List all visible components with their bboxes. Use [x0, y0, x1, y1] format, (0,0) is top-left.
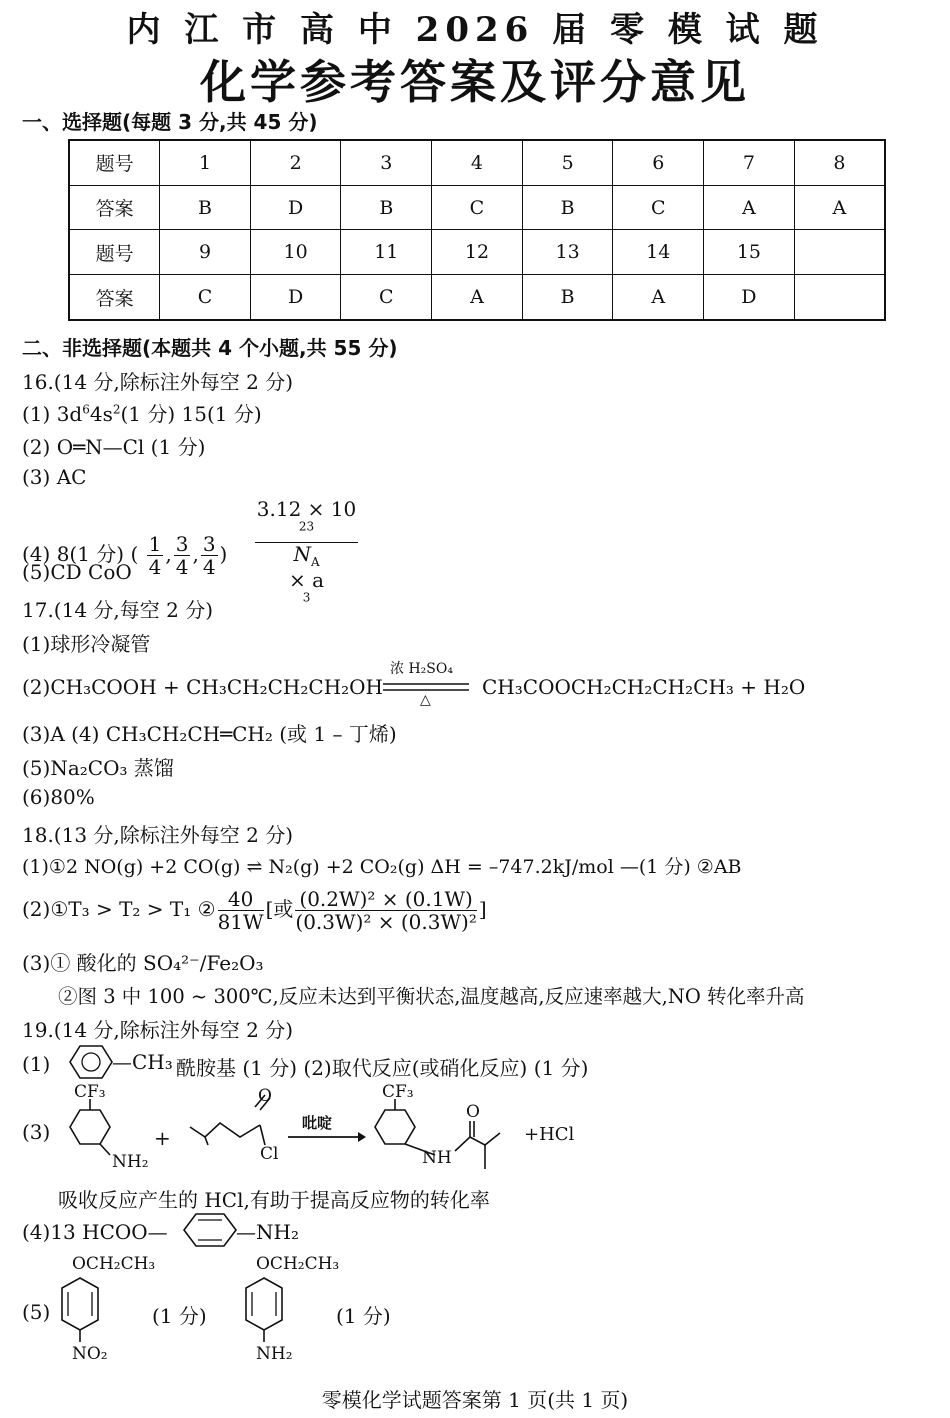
- numerator: (0.2W)² × (0.1W): [295, 888, 476, 911]
- table-cell: 8: [794, 140, 885, 185]
- q17-part2-left: (2)CH₃COOH + CH₃CH₂CH₂CH₂OH: [22, 675, 383, 699]
- ethoxy-label: OCH₂CH₃: [256, 1254, 340, 1274]
- table-cell: 6: [613, 140, 704, 185]
- denominator: (0.3W)² × (0.3W)²: [295, 910, 477, 934]
- page-footer: 零模化学试题答案第 1 页(共 1 页): [321, 1388, 629, 1412]
- answer-key-title: 化学参考答案及评分意见: [200, 55, 750, 109]
- q19-part5-label: (5): [22, 1300, 51, 1324]
- table-cell: A: [794, 185, 885, 230]
- table-row: [69, 185, 885, 230]
- denominator: 81W: [217, 910, 264, 934]
- table-cell: A: [613, 275, 704, 320]
- q16-part5: (5)CD CoO: [22, 560, 132, 584]
- q16-p4-text: ): [219, 542, 228, 567]
- benzene-ring-icon: [242, 1276, 292, 1346]
- table-label: 题号: [69, 140, 160, 185]
- table-cell: 12: [432, 230, 523, 275]
- benzene-ring-icon: [60, 1042, 120, 1082]
- table-label: 答案: [69, 275, 160, 320]
- q17-header: 17.(14 分,每空 2 分): [22, 598, 214, 622]
- cf3-label: CF₃: [382, 1082, 414, 1102]
- ethoxy-label: OCH₂CH₃: [72, 1254, 156, 1274]
- q16-p1-sup: 6: [82, 402, 90, 417]
- q16-part2: (2) O═N—Cl (1 分): [22, 435, 206, 459]
- table-cell: C: [432, 185, 523, 230]
- q16-p4-text: (4) 8(1 分) (: [22, 542, 139, 567]
- q19-part3-label: (3): [22, 1120, 51, 1144]
- reaction-condition-top: 浓 H₂SO₄: [390, 661, 453, 677]
- q18-part2: [22, 888, 487, 933]
- superscript: 3: [302, 590, 311, 605]
- exam-title: 内 江 市 高 中 2026 届 零 模 试 题: [126, 10, 824, 50]
- numerator: 3: [202, 532, 216, 557]
- denominator: N: [293, 542, 311, 566]
- reagent-label: 吡啶: [302, 1114, 333, 1132]
- table-cell: 15: [704, 230, 795, 275]
- section2-title: 二、非选择题(本题共 4 个小题,共 55 分): [22, 336, 398, 360]
- table-cell: 3: [341, 140, 432, 185]
- q19-part1-2: 酰胺基 (1 分) (2)取代反应(或硝化反应) (1 分): [176, 1056, 589, 1080]
- q18-p2-text: ]: [478, 897, 487, 921]
- table-cell: D: [704, 275, 795, 320]
- table-cell: B: [522, 275, 613, 320]
- q16-part3: (3) AC: [22, 465, 87, 489]
- table-cell: [794, 275, 885, 320]
- density-fraction: [255, 498, 358, 613]
- oxygen-label: O: [258, 1086, 272, 1106]
- oxygen-label: O: [466, 1102, 480, 1122]
- benzene-ring-icon: [375, 1110, 415, 1144]
- chlorine-label: Cl: [260, 1144, 279, 1164]
- q17-part6: (6)80%: [22, 785, 95, 809]
- numerator: 1: [148, 532, 162, 557]
- table-row: [69, 230, 885, 275]
- nh2-label: NH₂: [112, 1152, 149, 1172]
- table-cell: 14: [613, 230, 704, 275]
- amino-label: NH₂: [256, 1344, 293, 1364]
- subscript: A: [310, 555, 320, 569]
- q16-p1-text: 4s: [89, 402, 113, 426]
- table-cell: B: [522, 185, 613, 230]
- table-cell: 9: [160, 230, 251, 275]
- table-cell: A: [432, 275, 523, 320]
- q19-part4-text: (4)13 HCOO—: [22, 1220, 168, 1244]
- denominator: 4: [175, 555, 189, 580]
- table-cell: D: [250, 185, 341, 230]
- fraction: [147, 533, 164, 578]
- numerator: 40: [218, 888, 264, 911]
- benzene-ring-icon: [58, 1276, 108, 1346]
- q16-part4: (4) 8(1 分) ( $\frac{1}{4}$ , $\frac{3}{4}$ , $\frac{3}{4}$ ) 3.12 × 10 $^{23}$ $N_A$ × a $^3$: [22, 498, 360, 613]
- score-note: (1 分): [152, 1304, 207, 1328]
- q17-part3-4: (3)A (4) CH₃CH₂CH═CH₂ (或 1 – 丁烯): [22, 722, 397, 746]
- superscript: 23: [298, 519, 315, 534]
- q19-part3-note: 吸收反应产生的 HCl,有助于提高反应物的转化率: [58, 1188, 490, 1212]
- table-cell: 5: [522, 140, 613, 185]
- q19-part1-label: (1): [22, 1052, 51, 1076]
- section1-title: 一、选择题(每题 3 分,共 45 分): [22, 110, 318, 134]
- q18-header: 18.(13 分,除标注外每空 2 分): [22, 823, 294, 847]
- plus-sign: +: [154, 1126, 171, 1150]
- q18-part1: (1)①2 NO(g) +2 CO(g) ⇌ N₂(g) +2 CO₂(g) ΔH = –747.2kJ/mol —(1 分) ②AB: [22, 856, 742, 878]
- benzene-ring-icon: [70, 1110, 110, 1144]
- reaction-condition-bottom: △: [420, 692, 431, 708]
- q16-p1-text: (1) 3d: [22, 402, 83, 426]
- table-cell: 11: [341, 230, 432, 275]
- cf3-label: CF₃: [74, 1082, 106, 1102]
- table-cell: D: [250, 275, 341, 320]
- table-cell: C: [613, 185, 704, 230]
- fraction: [218, 888, 264, 933]
- nitro-label: NO₂: [72, 1344, 108, 1364]
- methyl-group: —CH₃: [112, 1050, 173, 1074]
- denominator: 4: [148, 555, 162, 580]
- q18-part3-explanation: ②图 3 中 100 ~ 300℃,反应未达到平衡状态,温度越高,反应速率越大,NO 转化率升高: [58, 985, 805, 1008]
- q19-header: 19.(14 分,除标注外每空 2 分): [22, 1018, 294, 1042]
- table-cell: 7: [704, 140, 795, 185]
- q16-p1-sup: 2: [112, 402, 121, 417]
- table-cell: C: [160, 275, 251, 320]
- q18-p2-text: (2)①T₃ > T₂ > T₁ ②: [22, 897, 216, 921]
- fraction: [201, 533, 218, 578]
- table-cell: 10: [250, 230, 341, 275]
- q16-p1-text: (1 分) 15(1 分): [120, 402, 262, 426]
- numerator: 3.12 × 10: [256, 497, 357, 521]
- table-label: 答案: [69, 185, 160, 230]
- table-cell: 4: [432, 140, 523, 185]
- table-cell: B: [160, 185, 251, 230]
- table-cell: B: [341, 185, 432, 230]
- table-label: 题号: [69, 230, 160, 275]
- table-cell: A: [704, 185, 795, 230]
- answer-table: [68, 139, 886, 321]
- q18-part3: (3)① 酸化的 SO₄²⁻/Fe₂O₃: [22, 951, 264, 975]
- score-note: (1 分): [336, 1304, 391, 1328]
- q17-part1: (1)球形冷凝管: [22, 632, 151, 656]
- q16-header: 16.(14 分,除标注外每空 2 分): [22, 370, 294, 394]
- nh-label: NH: [422, 1148, 452, 1168]
- denominator: 4: [202, 555, 216, 580]
- denominator: × a: [289, 568, 325, 593]
- numerator: 3: [175, 532, 189, 557]
- table-row: [69, 140, 885, 185]
- hcl-label: +HCl: [524, 1124, 575, 1145]
- q17-part2-right: CH₃COOCH₂CH₂CH₂CH₃ + H₂O: [482, 675, 806, 699]
- q17-part5: (5)Na₂CO₃ 蒸馏: [22, 756, 174, 780]
- table-cell: 2: [250, 140, 341, 185]
- table-cell: C: [341, 275, 432, 320]
- table-cell: [794, 230, 885, 275]
- table-cell: 13: [522, 230, 613, 275]
- amino-group: —NH₂: [236, 1220, 299, 1244]
- table-row: [69, 275, 885, 320]
- fraction: [295, 888, 476, 933]
- q16-part1: [22, 398, 262, 427]
- table-cell: 1: [160, 140, 251, 185]
- fraction: [174, 533, 191, 578]
- q18-p2-text: [或: [265, 897, 294, 921]
